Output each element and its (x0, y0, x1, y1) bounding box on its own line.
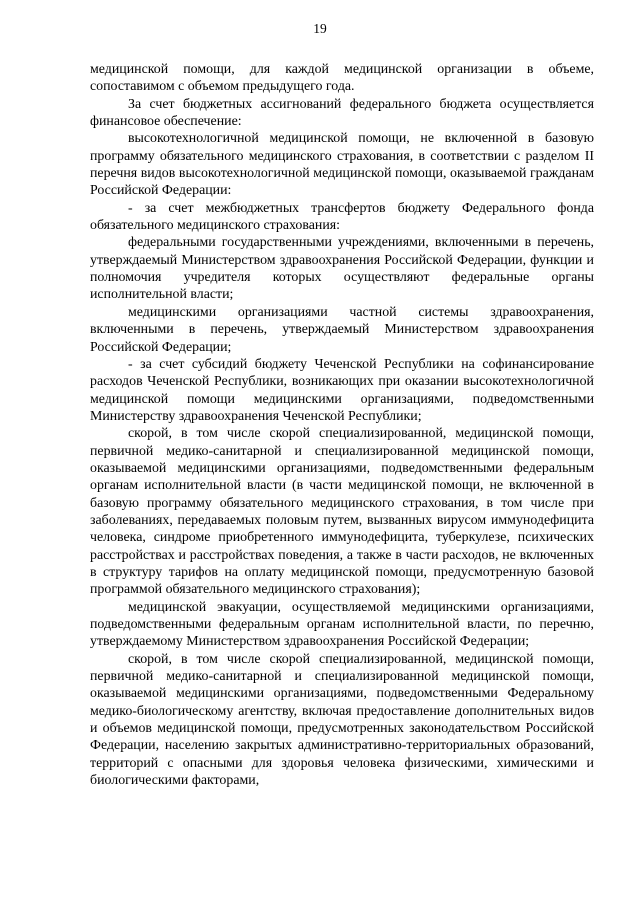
paragraph-private-organizations: медицинскими организациями частной системы здравоохранения, включенными в перечень, утверждаемый Министерством здравоохранения Российской Федерации; (90, 304, 594, 355)
paragraph-federal-institutions: федеральными государственными учреждениями, включенными в перечень, утверждаемый Министерством здравоохранения Российской Федерации, функции и полномочия учредителя которых осуществляют федеральные органы исполнительной власти; (90, 235, 594, 303)
paragraph-high-tech-care: высокотехнологичной медицинской помощи, не включенной в базовую программу обязательного медицинского страхования, в соответствии с разделом II перечня видов высокотехнологичной медицинской помощи, оказываемой гражданам Российской Федерации: (90, 131, 594, 199)
document-body (90, 61, 594, 789)
page-number: 19 (313, 21, 327, 36)
paragraph-emergency-care-fmba: скорой, в том числе скорой специализированной, медицинской помощи, первичной медико-санитарной и специализированной медицинской помощи, оказываемой медицинскими организациями, подведомственными Федеральному медико-биологическому агентству, включая предоставление дополнительных видов и объемов медицинской помощи, предусмотренных законодательством Российской Федерации, населению закрытых административно-территориальных образований, территорий с опасными для здоровья человека физическими, химическими и биологическими факторами, (90, 651, 594, 789)
paragraph-interbudget-transfers: - за счет межбюджетных трансфертов бюджету Федерального фонда обязательного медицинского страхования: (90, 200, 594, 234)
paragraph-federal-budget-intro: За счет бюджетных ассигнований федерального бюджета осуществляется финансовое обеспечение: (90, 96, 594, 130)
paragraph-continuation: медицинской помощи, для каждой медицинской организации в объеме, сопоставимом с объемом предыдущего года. (90, 62, 594, 95)
paragraph-emergency-care-federal: скорой, в том числе скорой специализированной, медицинской помощи, первичной медико-санитарной и специализированной медицинской помощи, оказываемой медицинскими организациями, подведомственными федеральным органам исполнительной власти (в части медицинской помощи, не включенной в базовую программу обязательного медицинского страхования, в том числе при заболеваниях, передаваемых половым путем, вызванных вирусом иммунодефицита человека, синдроме приобретенного иммунодефицита, туберкулезе, психических расстройствах и расстройствах поведения, а также в части расходов, не включенных в структуру тарифов на оплату медицинской помощи, предусмотренную базовой программой обязательного медицинского страхования); (90, 426, 594, 598)
paragraph-medical-evacuation: медицинской эвакуации, осуществляемой медицинскими организациями, подведомственными федеральным органам исполнительной власти, по перечню, утверждаемому Министерством здравоохранения Российской Федерации; (90, 599, 594, 650)
paragraph-chechen-subsidies: - за счет субсидий бюджету Чеченской Республики на софинансирование расходов Чеченской Республики, возникающих при оказании высокотехнологичной медицинской помощи медицинскими организациями, подведомственными Министерству здравоохранения Чеченской Республики; (90, 356, 594, 424)
